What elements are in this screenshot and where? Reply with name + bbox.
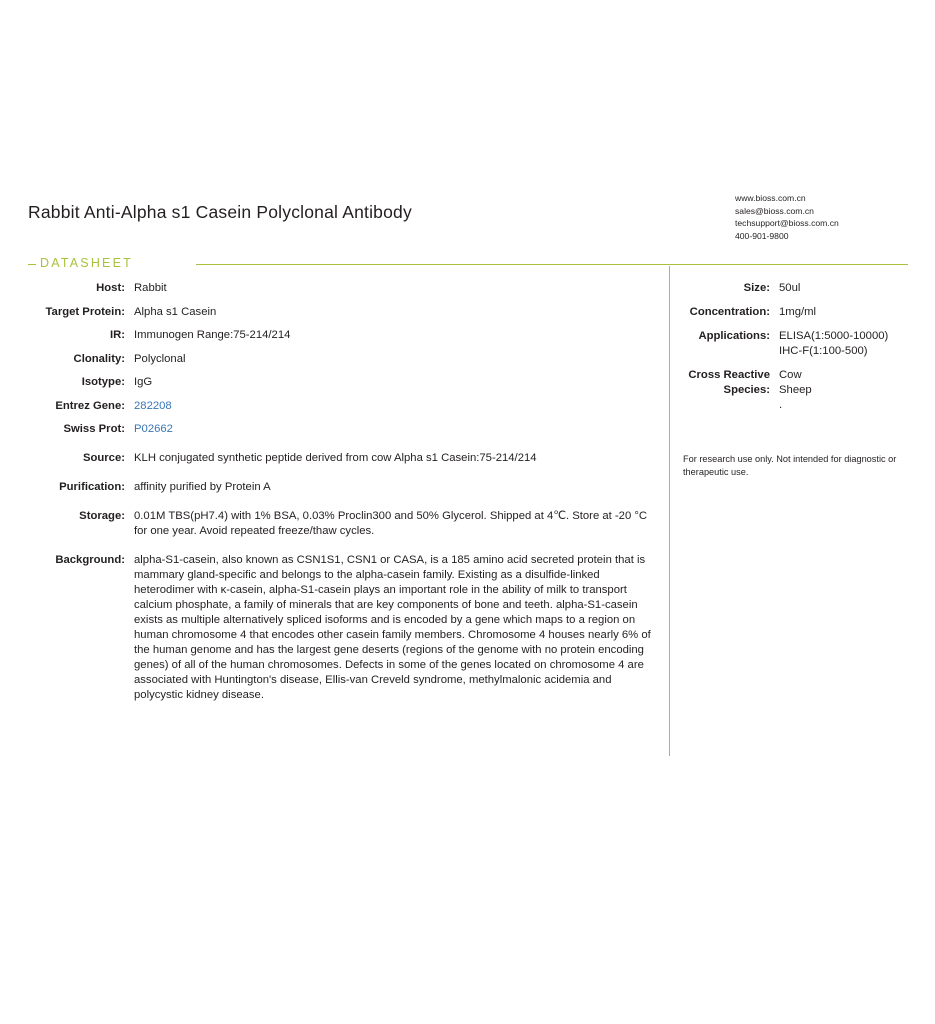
contact-phone: 400-901-9800: [735, 230, 789, 241]
spec-value: 1mg/ml: [779, 306, 817, 318]
spec-label: Size:: [743, 282, 770, 294]
spec-label-line2: Species:: [723, 384, 770, 396]
datasheet-band: [28, 256, 908, 272]
spec-label: Target Protein:: [45, 305, 125, 318]
divider-left: [28, 264, 36, 265]
spec-row-applications: [683, 329, 933, 359]
spec-value: Alpha s1 Casein: [134, 305, 217, 318]
contact-sales-email: sales@bioss.com.cn: [735, 205, 814, 216]
spec-row-isotype: [28, 375, 663, 390]
spec-row-storage: [28, 509, 663, 539]
spec-value: Rabbit: [134, 282, 167, 294]
spec-row-swiss-prot: [28, 422, 663, 437]
spec-label: Source:: [82, 452, 125, 464]
spec-value-group: [770, 329, 933, 359]
spec-label: Swiss Prot:: [63, 423, 125, 435]
spec-row-background: [28, 553, 663, 703]
spec-label: Applications:: [698, 330, 770, 342]
spec-label-line1: Cross Reactive: [688, 369, 770, 381]
spec-label: Concentration:: [689, 306, 770, 318]
species-cow: Cow: [779, 369, 802, 381]
spec-row-size: [683, 281, 933, 296]
spec-row-purification: [28, 480, 663, 495]
spec-row-concentration: [683, 305, 933, 320]
spec-value: 0.01M TBS(pH7.4) with 1% BSA, 0.03% Proclin300 and 50% Glycerol. Shipped at 4℃. Store at -20 °C for one year. Avoid repeated freeze/thaw cycles.: [134, 510, 648, 537]
spec-row-source: [28, 451, 663, 466]
spec-label: Storage:: [79, 510, 125, 522]
spec-label: Clonality:: [73, 352, 125, 365]
application-ihc-f: IHC-F(1:100-500): [779, 345, 868, 357]
spec-value: Polyclonal: [134, 352, 186, 365]
disclaimer-text: For research use only. Not intended for diagnostic or therapeutic use.: [683, 454, 897, 477]
spec-label: Isotype:: [81, 376, 125, 388]
spec-label: Purification:: [59, 481, 125, 493]
page-title: Rabbit Anti-Alpha s1 Casein Polyclonal Antibody: [28, 202, 412, 222]
contact-support-email: techsupport@bioss.com.cn: [735, 218, 839, 229]
swiss-prot-link[interactable]: P02662: [134, 423, 173, 435]
entrez-gene-link[interactable]: 282208: [134, 399, 172, 412]
section-label: DATASHEET: [40, 256, 133, 270]
spec-value: 50ul: [779, 282, 801, 294]
spec-value: alpha-S1-casein, also known as CSN1S1, CSN1 or CASA, is a 185 amino acid secreted protein that is mammary gland-specific and belongs to the alpha-casein family. Existing as a disulfide-linked heterodimer with κ-casein, alpha-S1-casein plays an important role in the ability of milk to transport calcium phosphate, a family of minerals that are key components of bone and teeth. alpha-S1-casein exists as multiple alternatively spliced isoforms and is encoded by a gene which maps to a region on human chromosome 4 that encodes other casein family members. Chromosome 4 houses nearly 6% of the human genome and has the largest gene deserts (regions of the genome with no protein encoding genes) of all of the human chromosomes. Defects in some of the genes located on chromosome 4 are associated with Huntington's disease, Ellis-van Creveld syndrome, methylmalonic acidemia and polycystic kidney disease.: [134, 554, 651, 701]
spec-row-host: [28, 281, 663, 296]
spec-value: Immunogen Range:75-214/214: [134, 329, 291, 341]
divider-right: [196, 264, 908, 265]
specifications-right: [683, 281, 933, 422]
specifications-left: [28, 281, 663, 712]
column-divider: [669, 266, 670, 756]
species-extra: .: [779, 399, 783, 411]
spec-value: affinity purified by Protein A: [134, 481, 271, 493]
spec-value: IgG: [134, 376, 153, 388]
spec-label: Host:: [96, 282, 125, 294]
spec-row-ir: [28, 328, 663, 343]
spec-label: Background:: [55, 554, 125, 566]
contact-website: www.bioss.com.cn: [735, 193, 806, 203]
spec-row-clonality: [28, 352, 663, 367]
spec-row-target-protein: [28, 305, 663, 320]
species-sheep: Sheep: [779, 384, 812, 396]
spec-row-cross-reactive-species: [683, 368, 933, 413]
spec-row-entrez-gene: [28, 399, 663, 414]
contact-block: [735, 192, 839, 242]
spec-label: Entrez Gene:: [55, 399, 125, 412]
spec-value: KLH conjugated synthetic peptide derived from cow Alpha s1 Casein:75-214/214: [134, 452, 537, 464]
spec-label-group: [683, 368, 770, 398]
spec-value-group: [770, 368, 933, 413]
application-elisa: ELISA(1:5000-10000): [779, 330, 889, 342]
spec-label: IR:: [109, 329, 125, 341]
